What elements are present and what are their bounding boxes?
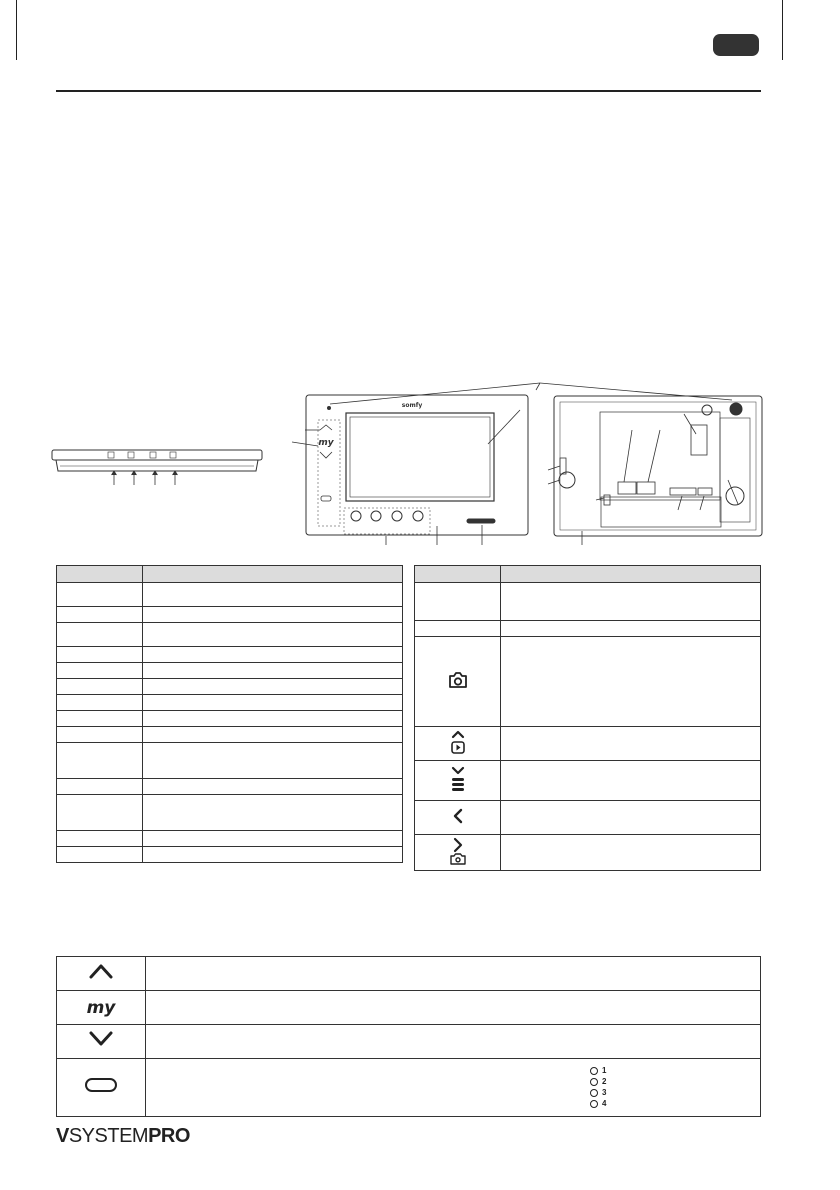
table-header-row bbox=[415, 566, 761, 583]
table-row bbox=[57, 795, 403, 831]
my-icon: my bbox=[86, 997, 116, 1018]
table-row bbox=[415, 727, 761, 761]
table-row bbox=[57, 1025, 761, 1059]
led-item bbox=[590, 1076, 606, 1087]
left-spec-table bbox=[56, 565, 403, 863]
brand-pro: PRO bbox=[148, 1125, 190, 1147]
table-header-cell bbox=[143, 566, 403, 583]
table-header-row bbox=[57, 566, 403, 583]
device-drawings bbox=[0, 370, 840, 550]
led-item bbox=[590, 1087, 606, 1098]
up-chevron-icon bbox=[88, 962, 114, 980]
table-row bbox=[415, 637, 761, 727]
table-row bbox=[57, 743, 403, 779]
table-header-cell bbox=[415, 566, 501, 583]
led-circle-icon bbox=[590, 1100, 598, 1108]
table-row bbox=[57, 957, 761, 991]
table-row bbox=[57, 623, 403, 647]
table-row bbox=[57, 847, 403, 863]
camera-icon bbox=[447, 670, 469, 690]
trim-mark-right bbox=[782, 0, 783, 60]
right-spec-table bbox=[414, 565, 761, 871]
table-row bbox=[57, 647, 403, 663]
brand-system: SYSTEM bbox=[68, 1125, 149, 1147]
rect-button-icon bbox=[84, 1077, 118, 1093]
table-row bbox=[415, 835, 761, 871]
table-row bbox=[57, 711, 403, 727]
table-row bbox=[57, 583, 403, 607]
front-view-drawing bbox=[292, 395, 528, 545]
table-header-cell bbox=[57, 566, 143, 583]
table-row bbox=[415, 583, 761, 621]
down-menu-icon bbox=[448, 763, 468, 795]
monitor-my-label: my bbox=[318, 438, 334, 448]
rear-view-drawing bbox=[548, 396, 762, 545]
side-view-drawing bbox=[52, 450, 262, 485]
led-circle-icon bbox=[590, 1067, 598, 1075]
led-item bbox=[590, 1098, 606, 1109]
led-circle-icon bbox=[590, 1089, 598, 1097]
led-label: 3 bbox=[602, 1088, 607, 1097]
language-tab bbox=[713, 34, 759, 56]
led-label: 2 bbox=[602, 1077, 607, 1086]
right-camera-icon bbox=[448, 836, 468, 866]
table-row bbox=[57, 779, 403, 795]
table-row bbox=[57, 1059, 761, 1117]
table-row bbox=[57, 663, 403, 679]
table-row bbox=[57, 831, 403, 847]
table-row bbox=[57, 695, 403, 711]
trim-mark-left bbox=[16, 0, 17, 60]
table-row bbox=[57, 727, 403, 743]
table-row bbox=[415, 621, 761, 637]
table-row bbox=[415, 801, 761, 835]
up-play-icon bbox=[448, 728, 468, 756]
led-label: 1 bbox=[602, 1066, 607, 1075]
led-label: 4 bbox=[602, 1099, 607, 1108]
table-row bbox=[415, 761, 761, 801]
down-chevron-icon bbox=[88, 1030, 114, 1048]
left-chevron-icon bbox=[450, 807, 466, 825]
led-circle-icon bbox=[590, 1078, 598, 1086]
monitor-logo: somfy bbox=[401, 402, 423, 409]
led-indicator-list bbox=[590, 1065, 606, 1109]
brand-v: V bbox=[56, 1125, 69, 1147]
header-rule bbox=[56, 90, 761, 92]
table-row bbox=[57, 991, 761, 1025]
controls-table bbox=[56, 956, 761, 1117]
table-row bbox=[57, 607, 403, 623]
brand-logo bbox=[56, 1125, 190, 1148]
led-item bbox=[590, 1065, 606, 1076]
table-row bbox=[57, 679, 403, 695]
table-header-cell bbox=[501, 566, 761, 583]
